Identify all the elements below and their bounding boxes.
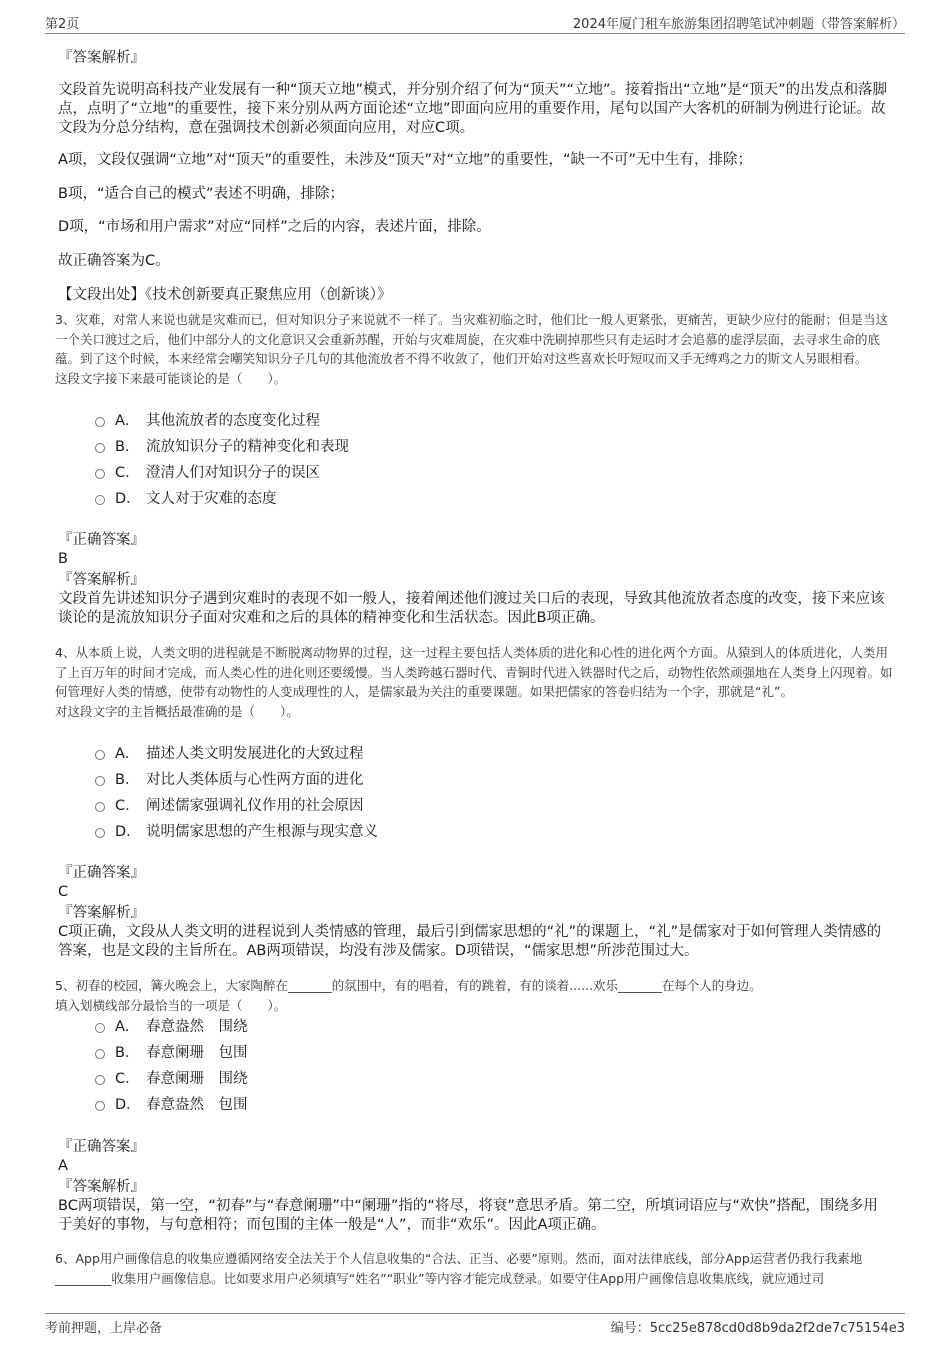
- option-d[interactable]: D． 说明儒家思想的产生根源与现实意义: [95, 819, 595, 845]
- question-4-options: [95, 741, 595, 845]
- question-stem: 6、App用户画像信息的收集应遵循网络安全法关于个人信息收集的“合法、正当、必要”原则。然而，面对法律底线，部分App运营者仍我行我素地 _________收集用户画像信息。比如要求用户必须填写“姓名”“职业”等内容才能完成登录。如要守住App用户画像信息收集底线，就应通过司: [55, 1251, 863, 1286]
- option-b[interactable]: B． 流放知识分子的精神变化和表现: [95, 434, 595, 460]
- q4-answer: C: [58, 884, 69, 900]
- question-stem: 4、从本质上说，人类文明的进程就是不断脱离动物界的过程，这一过程主要包括人类体质的进化和心性的进化两个方面。从猿到人的体质进化，人类用了上百万年的时间才完成，而人类心性的进化则还要缓慢。当人类跨越石器时代、青铜时代进入铁器时代之后，动物性依然顽强地在人类身上闪现着。如何管理好人类的情感，使带有动物性的人变成理性的人，是儒家最为关注的重要课题。如果把儒家的答卷归结为一个字，那就是“礼”。: [55, 645, 893, 699]
- option-a[interactable]: A． 春意盎然 围绕: [95, 1014, 595, 1040]
- q3-analysis-label: 『答案解析』: [58, 572, 145, 588]
- radio-icon[interactable]: [95, 1023, 105, 1033]
- question-prompt: 这段文字接下来最可能谈论的是（ ）。: [55, 370, 287, 386]
- radio-icon[interactable]: [95, 1049, 105, 1059]
- radio-icon[interactable]: [95, 495, 105, 505]
- question-3: [55, 310, 895, 388]
- document-code: 编号：5cc25e878cd0d8b9da2f2de7c75154e3: [610, 1321, 905, 1336]
- question-stem: 3、灾难，对常人来说也就是灾难而已，但对知识分子来说就不一样了。当灾难初临之时，他们比一般人更紧张，更痛苦，更缺少应付的能耐；但是当这一个关口渡过之后，他们中部分人的文化意识又会重新苏醒，开始与灾难周旋，在灾难中洗刷掉那些只有走运时才会追慕的虚浮层面，去寻求生命的底蕴。到了这个时候，本来经常会嘲笑知识分子几句的其他流放者不得不收敛了，他们开始对这些喜欢长吁短叹而又手无缚鸡之力的斯文人另眼相看。: [55, 312, 888, 366]
- question-stem: 5、初春的校园，篝火晚会上，大家陶醉在_______的氛围中，有的唱着，有的跳着，有的谈着......欢乐_______在每个人的身边。: [55, 978, 762, 993]
- question-prompt: 填入划横线部分最恰当的一项是（ ）。: [55, 997, 287, 1013]
- question-6: [55, 1249, 895, 1288]
- radio-icon[interactable]: [95, 750, 105, 760]
- question-4: [55, 643, 895, 721]
- q4-answer-label: 『正确答案』: [58, 865, 145, 881]
- radio-icon[interactable]: [95, 776, 105, 786]
- document-title: 2024年厦门租车旅游集团招聘笔试冲刺题（带答案解析）: [572, 17, 905, 32]
- option-a[interactable]: A． 描述人类文明发展进化的大致过程: [95, 741, 595, 767]
- question-3-options: [95, 408, 595, 512]
- q2-analysis-text: 文段首先说明高科技产业发展有一种“顶天立地”模式，并分别介绍了何为“顶天”“立地”。接着指出“立地”是“顶天”的出发点和落脚点，点明了“立地”的重要性，接下来分别从两方面论述“立地”即面向应用的重要作用，尾句以国产大客机的研制为例进行论证。故文段为分总分结构，意在强调技术创新必须面向应用，对应C项。: [58, 82, 888, 136]
- q3-answer: B: [58, 551, 68, 567]
- radio-icon[interactable]: [95, 1101, 105, 1111]
- option-b[interactable]: B． 对比人类体质与心性两方面的进化: [95, 767, 595, 793]
- q3-answer-label: 『正确答案』: [58, 532, 145, 548]
- radio-icon[interactable]: [95, 828, 105, 838]
- page-number: 第2页: [45, 17, 80, 32]
- q2-source: 【文段出处】《技术创新要真正聚焦应用（创新谈）》: [58, 287, 392, 303]
- option-d[interactable]: D． 文人对于灾难的态度: [95, 486, 595, 512]
- q4-analysis: C项正确，文段从人类文明的进程说到人类情感的管理，最后引到儒家思想的“礼”的课题上，“礼”是儒家对于如何管理人类情感的答案，也是文段的主旨所在。AB两项错误，均没有涉及儒家。D项错误，“儒家思想”所涉范围过大。: [58, 924, 882, 959]
- question-5: [55, 976, 895, 1015]
- q2-option-b-note: B项，“适合自己的模式”表述不明确，排除；: [58, 186, 344, 202]
- q3-analysis: 文段首先讲述知识分子遇到灾难时的表现不如一般人，接着阐述他们渡过关口后的表现，导致其他流放者态度的改变，接下来应该谈论的是流放知识分子面对灾难和之后的具体的精神变化和生活状态。因此B项正确。: [58, 591, 885, 626]
- option-d[interactable]: D． 春意盎然 包围: [95, 1092, 595, 1118]
- q4-analysis-label: 『答案解析』: [58, 905, 145, 921]
- radio-icon[interactable]: [95, 417, 105, 427]
- q2-conclusion: 故正确答案为C。: [58, 253, 170, 269]
- q5-answer: A: [58, 1158, 68, 1174]
- radio-icon[interactable]: [95, 1075, 105, 1085]
- option-a[interactable]: A． 其他流放者的态度变化过程: [95, 408, 595, 434]
- q5-answer-label: 『正确答案』: [58, 1139, 145, 1155]
- option-c[interactable]: C． 春意阑珊 围绕: [95, 1066, 595, 1092]
- q2-option-d-note: D项，“市场和用户需求”对应“同样”之后的内容，表述片面，排除。: [58, 219, 491, 235]
- radio-icon[interactable]: [95, 443, 105, 453]
- option-c[interactable]: C． 澄清人们对知识分子的误区: [95, 460, 595, 486]
- q2-option-a-note: A项，文段仅强调“立地”对“顶天”的重要性，未涉及“顶天”对“立地”的重要性，“缺一不可”无中生有，排除；: [58, 152, 753, 168]
- option-b[interactable]: B． 春意阑珊 包围: [95, 1040, 595, 1066]
- q5-analysis-label: 『答案解析』: [58, 1179, 145, 1195]
- radio-icon[interactable]: [95, 802, 105, 812]
- radio-icon[interactable]: [95, 469, 105, 479]
- page-footer: [45, 1313, 905, 1334]
- question-prompt: 对这段文字的主旨概括最准确的是（ ）。: [55, 703, 299, 719]
- question-5-options: [95, 1014, 595, 1118]
- q5-analysis: BC两项错误，第一空，“初春”与“春意阑珊”中“阑珊”指的“将尽，将衰”意思矛盾。第二空，所填词语应与“欢快”搭配，围绕多用于美好的事物，与句意相符；而包围的主体一般是“人”，而非“欢乐”。因此A项正确。: [58, 1198, 878, 1233]
- q2-analysis-label: 『答案解析』: [58, 50, 145, 66]
- option-c[interactable]: C． 阐述儒家强调礼仪作用的社会原因: [95, 793, 595, 819]
- footer-slogan: 考前押题，上岸必备: [45, 1321, 163, 1336]
